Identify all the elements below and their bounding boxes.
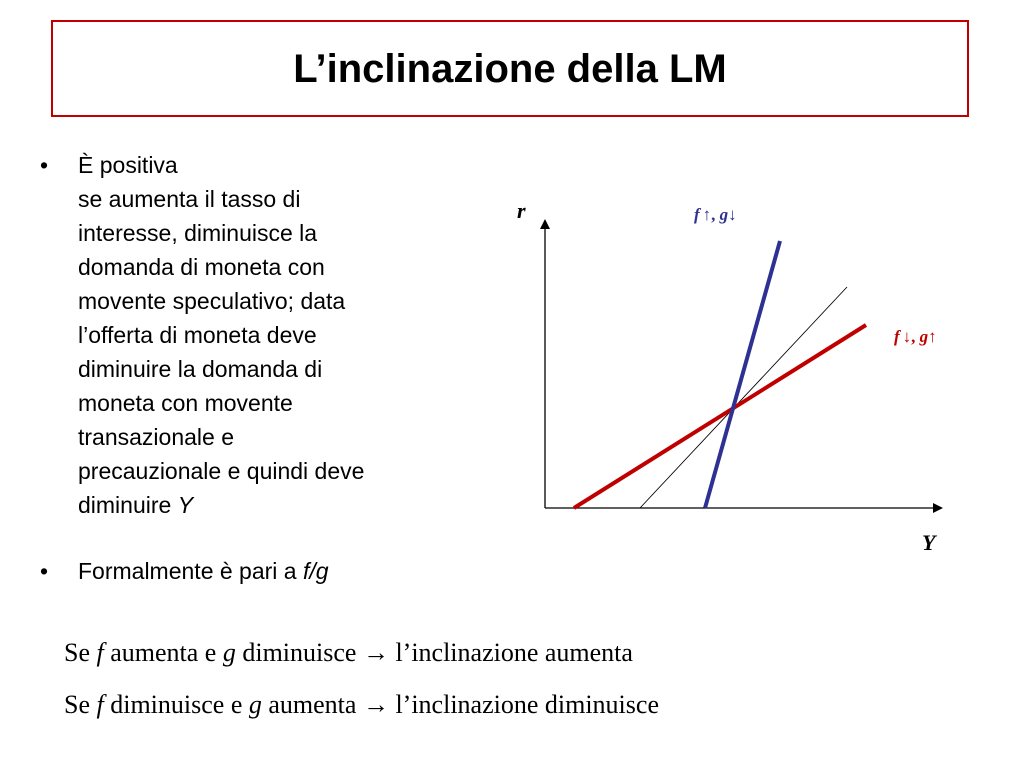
bullet-text-italic: Y [177, 492, 194, 518]
label-g: g [919, 327, 929, 346]
bullet-text-prefix: diminuire [78, 492, 178, 518]
footer-se: Se [64, 638, 97, 667]
label-f: f [894, 327, 900, 346]
footer-mid: aumenta e [103, 638, 223, 667]
footer-verb: diminuisce [235, 638, 363, 667]
bullet-marker: • [40, 152, 49, 178]
conclusion-line-2 [64, 690, 659, 720]
slide-title: L’inclinazione della LM [293, 46, 727, 91]
footer-verb: aumenta [261, 690, 363, 719]
label-f-arrow: ↓ [902, 327, 912, 346]
bullet-line: moneta con movente [78, 390, 293, 416]
footer-result: l’inclinazione aumenta [388, 638, 633, 667]
label-g-arrow: ↑ [928, 327, 937, 346]
label-separator: , [711, 205, 720, 224]
footer-se: Se [64, 690, 97, 719]
lm-line-flat [574, 325, 866, 508]
footer-f: f [96, 638, 104, 667]
bullet-line: diminuire la domanda di [78, 356, 323, 382]
footer-f: f [96, 690, 104, 719]
bullet-line: domanda di moneta con [78, 254, 325, 280]
label-f: f [694, 205, 700, 224]
label-f-arrow: ↑ [702, 205, 712, 224]
bullet-text-prefix: Formalmente è pari a [78, 558, 303, 584]
bullet-text-italic: f/g [302, 558, 329, 584]
right-arrow-icon: → [362, 638, 389, 667]
label-g-arrow: ↓ [728, 205, 737, 224]
y-axis-label: r [517, 198, 526, 223]
bullet-line: l’offerta di moneta deve [78, 322, 317, 348]
conclusion-line-1 [64, 638, 633, 668]
label-separator: , [911, 327, 920, 346]
footer-mid: diminuisce e [103, 690, 249, 719]
right-arrow-icon: → [362, 690, 389, 719]
bullet-line: precauzionale e quindi deve [78, 458, 365, 484]
bullet-line: È positiva [78, 152, 178, 178]
lm-line-steep [705, 241, 780, 508]
x-axis-label: Y [922, 530, 936, 555]
bullet-line: transazionale e [78, 424, 234, 450]
footer-g: g [222, 638, 236, 667]
bullet-line: movente speculativo; data [78, 288, 346, 314]
bullet-line: se aumenta il tasso di [78, 186, 301, 212]
label-g: g [719, 205, 729, 224]
bullet-marker: • [40, 558, 49, 584]
steep-line-label [694, 205, 737, 224]
flat-line-label [894, 327, 937, 346]
bullet-line: interesse, diminuisce la [78, 220, 318, 246]
reference-line [640, 287, 847, 508]
footer-result: l’inclinazione diminuisce [388, 690, 659, 719]
footer-g: g [248, 690, 262, 719]
